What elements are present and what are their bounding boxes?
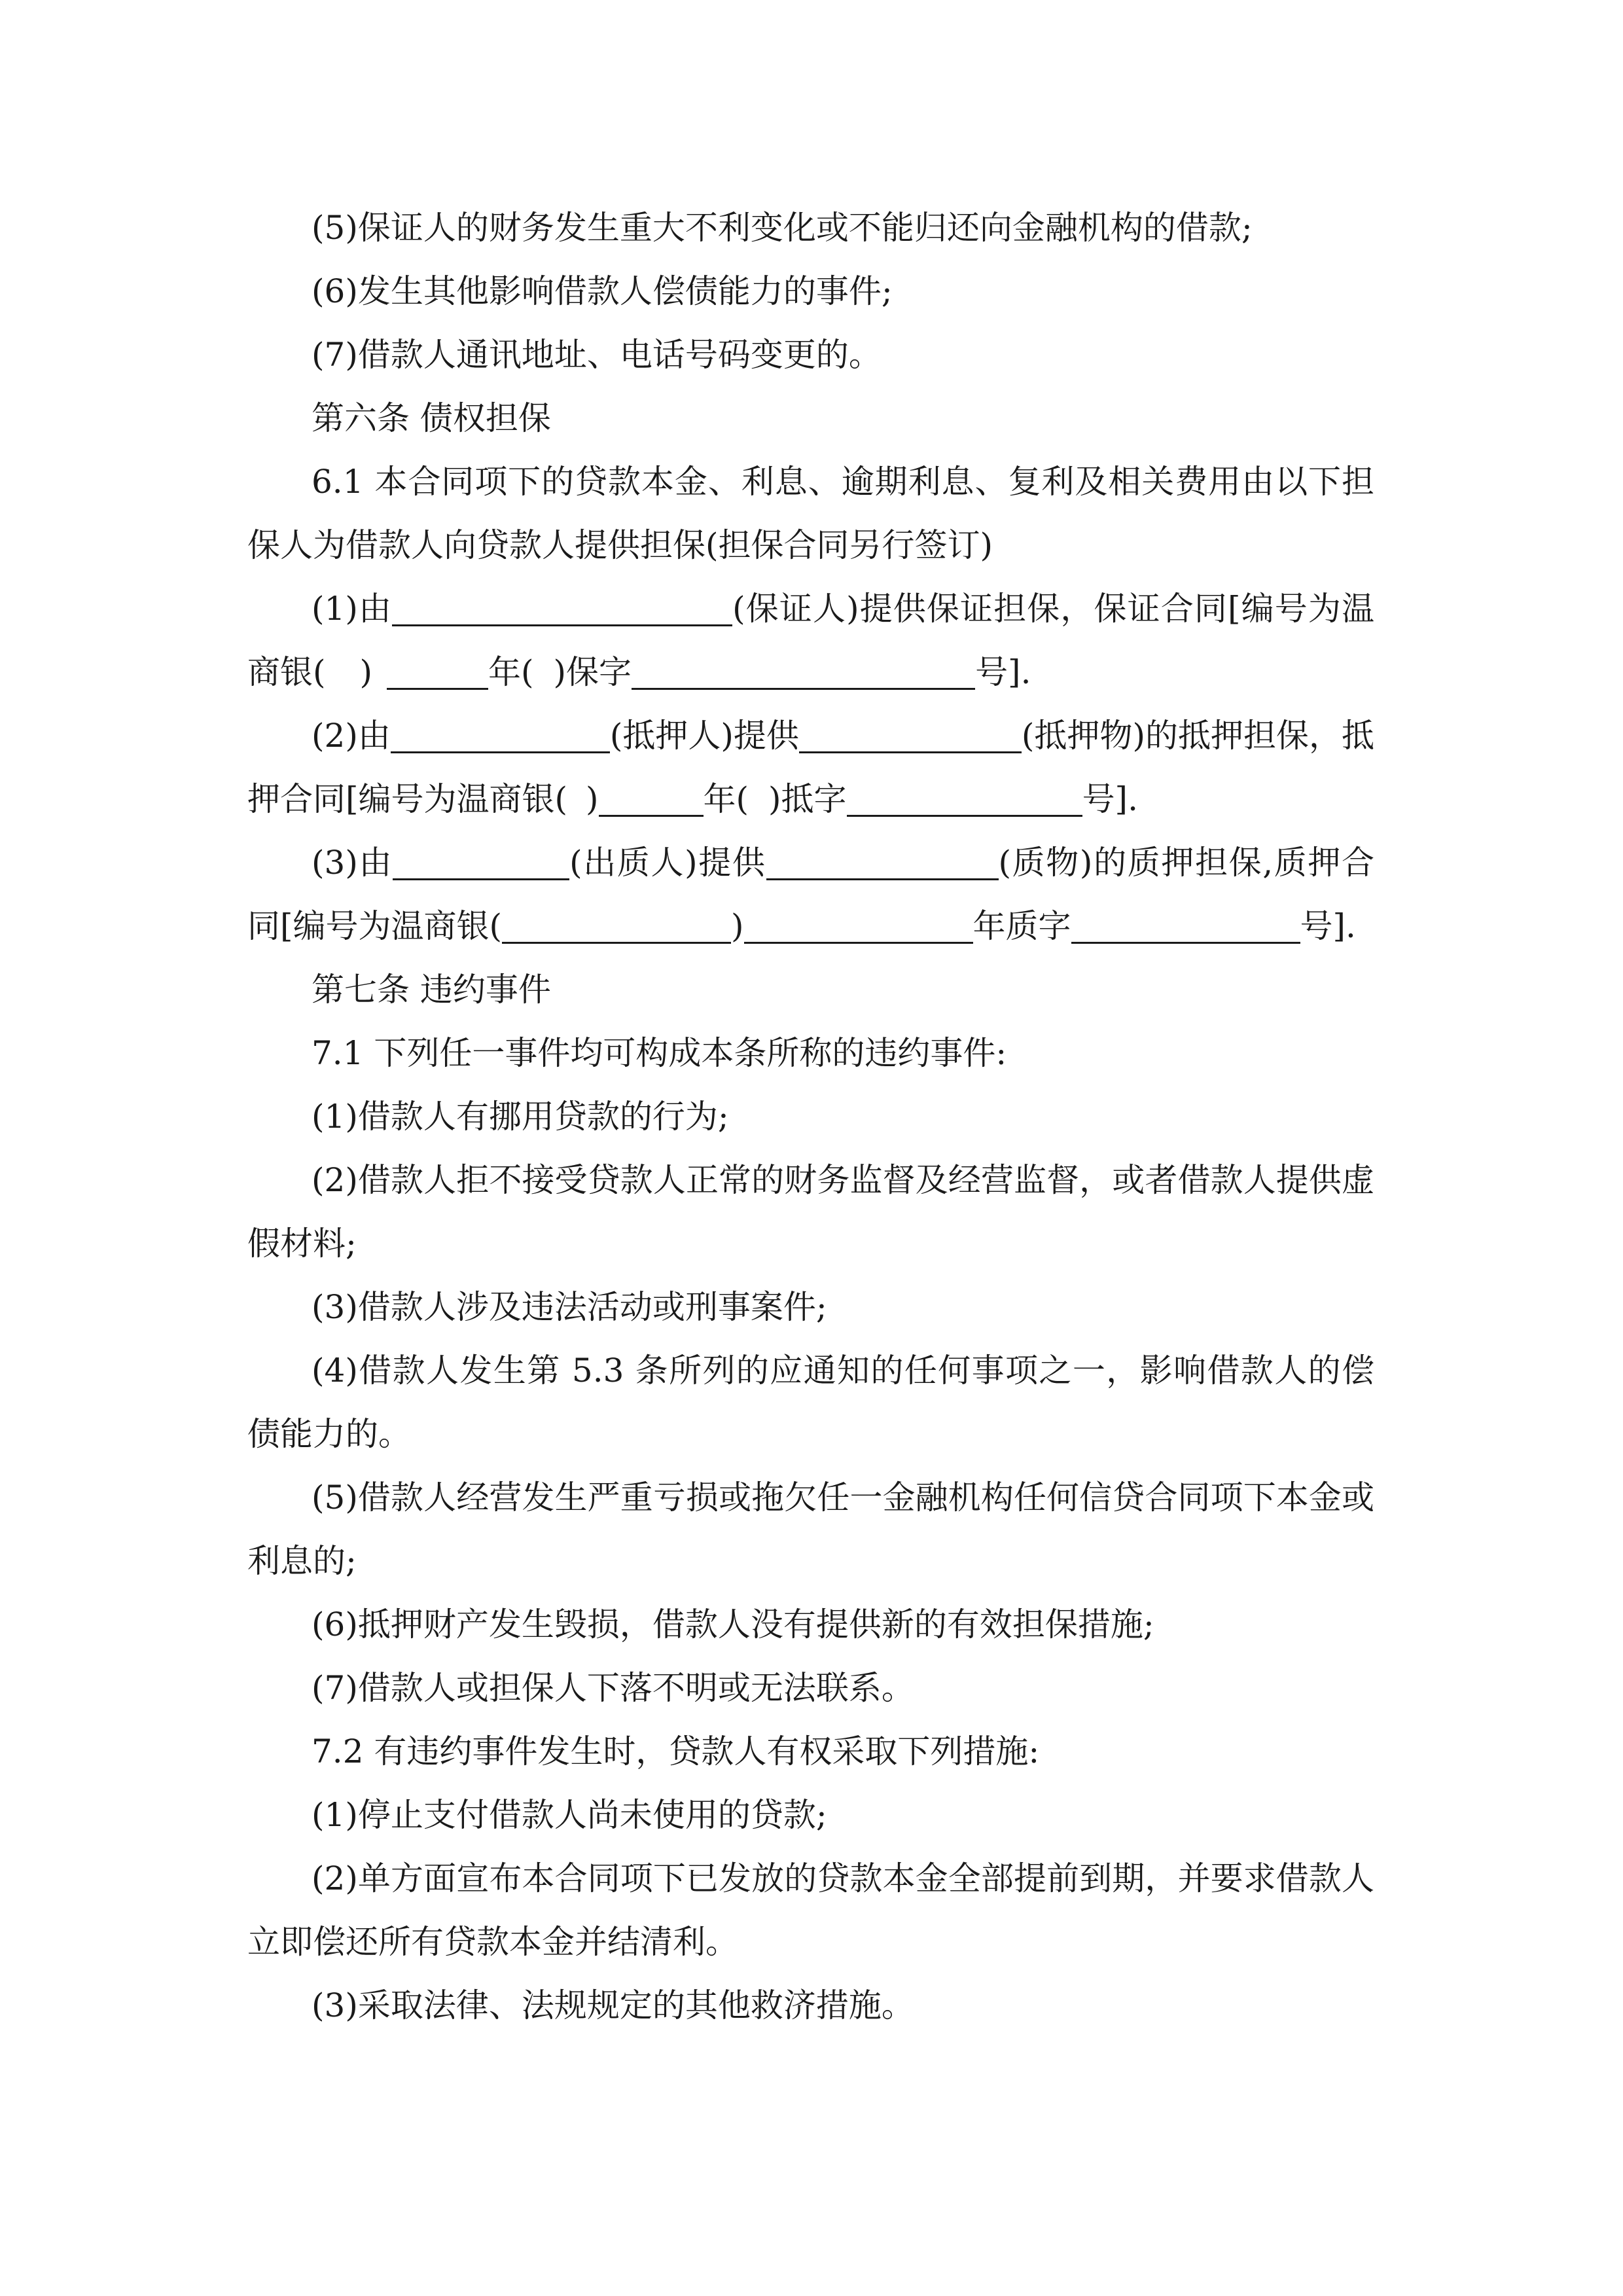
mortgage-number-blank[interactable] <box>847 780 1082 817</box>
guarantor-blank[interactable] <box>392 589 732 626</box>
article-7-heading: 第七条 违约事件 <box>312 971 551 1009</box>
remedy-1: (1)停止支付借款人尚未使用的贷款; <box>312 1796 827 1834</box>
default-event-6: (6)抵押财产发生毁损，借款人没有提供新的有效担保措施; <box>312 1605 1154 1643</box>
pledge-year-blank[interactable] <box>744 906 973 944</box>
guarantee-clause-2: (2)由 (抵押人)提供 (抵押物)的抵押担保，抵押合同[编号为温商银( ) 年( )抵字 号]. <box>247 717 1375 818</box>
pledged-property-blank[interactable] <box>766 843 999 880</box>
default-event-5: (5)借款人经营发生严重亏损或拖欠任一金融机构任何信贷合同项下本金或利息的; <box>247 1479 1374 1580</box>
clause-6-1: 6.1 本合同项下的贷款本金、利息、逾期利息、复利及相关费用由以下担保人为借款人向贷款人提供担保(担保合同另行签订) <box>247 463 1374 564</box>
default-event-2: (2)借款人拒不接受贷款人正常的财务监督及经营监督，或者借款人提供虚假材料; <box>247 1161 1374 1263</box>
clause-7-1: 7.1 下列任一事件均可构成本条所称的违约事件: <box>312 1034 1007 1072</box>
remedy-2: (2)单方面宣布本合同项下已发放的贷款本金全部提前到期，并要求借款人立即偿还所有贷款本金并结清利。 <box>247 1859 1374 1961</box>
guarantee-year-blank[interactable] <box>387 653 488 690</box>
default-event-4: (4)借款人发生第 5.3 条所列的应通知的任何事项之一，影响借款人的偿债能力的。 <box>247 1352 1374 1453</box>
pledge-code-blank[interactable] <box>502 906 731 944</box>
clause-5-6: (6)发生其他影响借款人偿债能力的事件; <box>312 272 893 310</box>
remedy-3: (3)采取法律、法规规定的其他救济措施。 <box>312 1986 914 2024</box>
default-event-3: (3)借款人涉及违法活动或刑事案件; <box>312 1288 827 1326</box>
pledgor-blank[interactable] <box>393 843 569 880</box>
mortgaged-property-blank[interactable] <box>799 716 1022 753</box>
mortgage-year-blank[interactable] <box>599 780 704 817</box>
clause-7-2: 7.2 有违约事件发生时，贷款人有权采取下列措施: <box>312 1732 1040 1770</box>
default-event-1: (1)借款人有挪用贷款的行为; <box>312 1098 729 1136</box>
mortgagor-blank[interactable] <box>391 716 610 753</box>
clause-5-7: (7)借款人通讯地址、电话号码变更的。 <box>312 336 882 374</box>
guarantee-clause-3: (3)由 (出质人)提供 (质物)的质押担保,质押合同[编号为温商银( ) 年质字 号]. <box>247 844 1375 945</box>
default-event-7: (7)借款人或担保人下落不明或无法联系。 <box>312 1669 914 1707</box>
pledge-number-blank[interactable] <box>1071 906 1300 944</box>
clause-5-5: (5)保证人的财务发生重大不利变化或不能归还向金融机构的借款; <box>312 209 1253 247</box>
guarantee-number-blank[interactable] <box>632 653 975 690</box>
article-6-heading: 第六条 债权担保 <box>312 399 551 437</box>
contract-body <box>247 196 1374 2037</box>
guarantee-clause-1: (1)由 (保证人)提供保证担保，保证合同[编号为温商银( ) 年( )保字 号]. <box>247 590 1374 691</box>
